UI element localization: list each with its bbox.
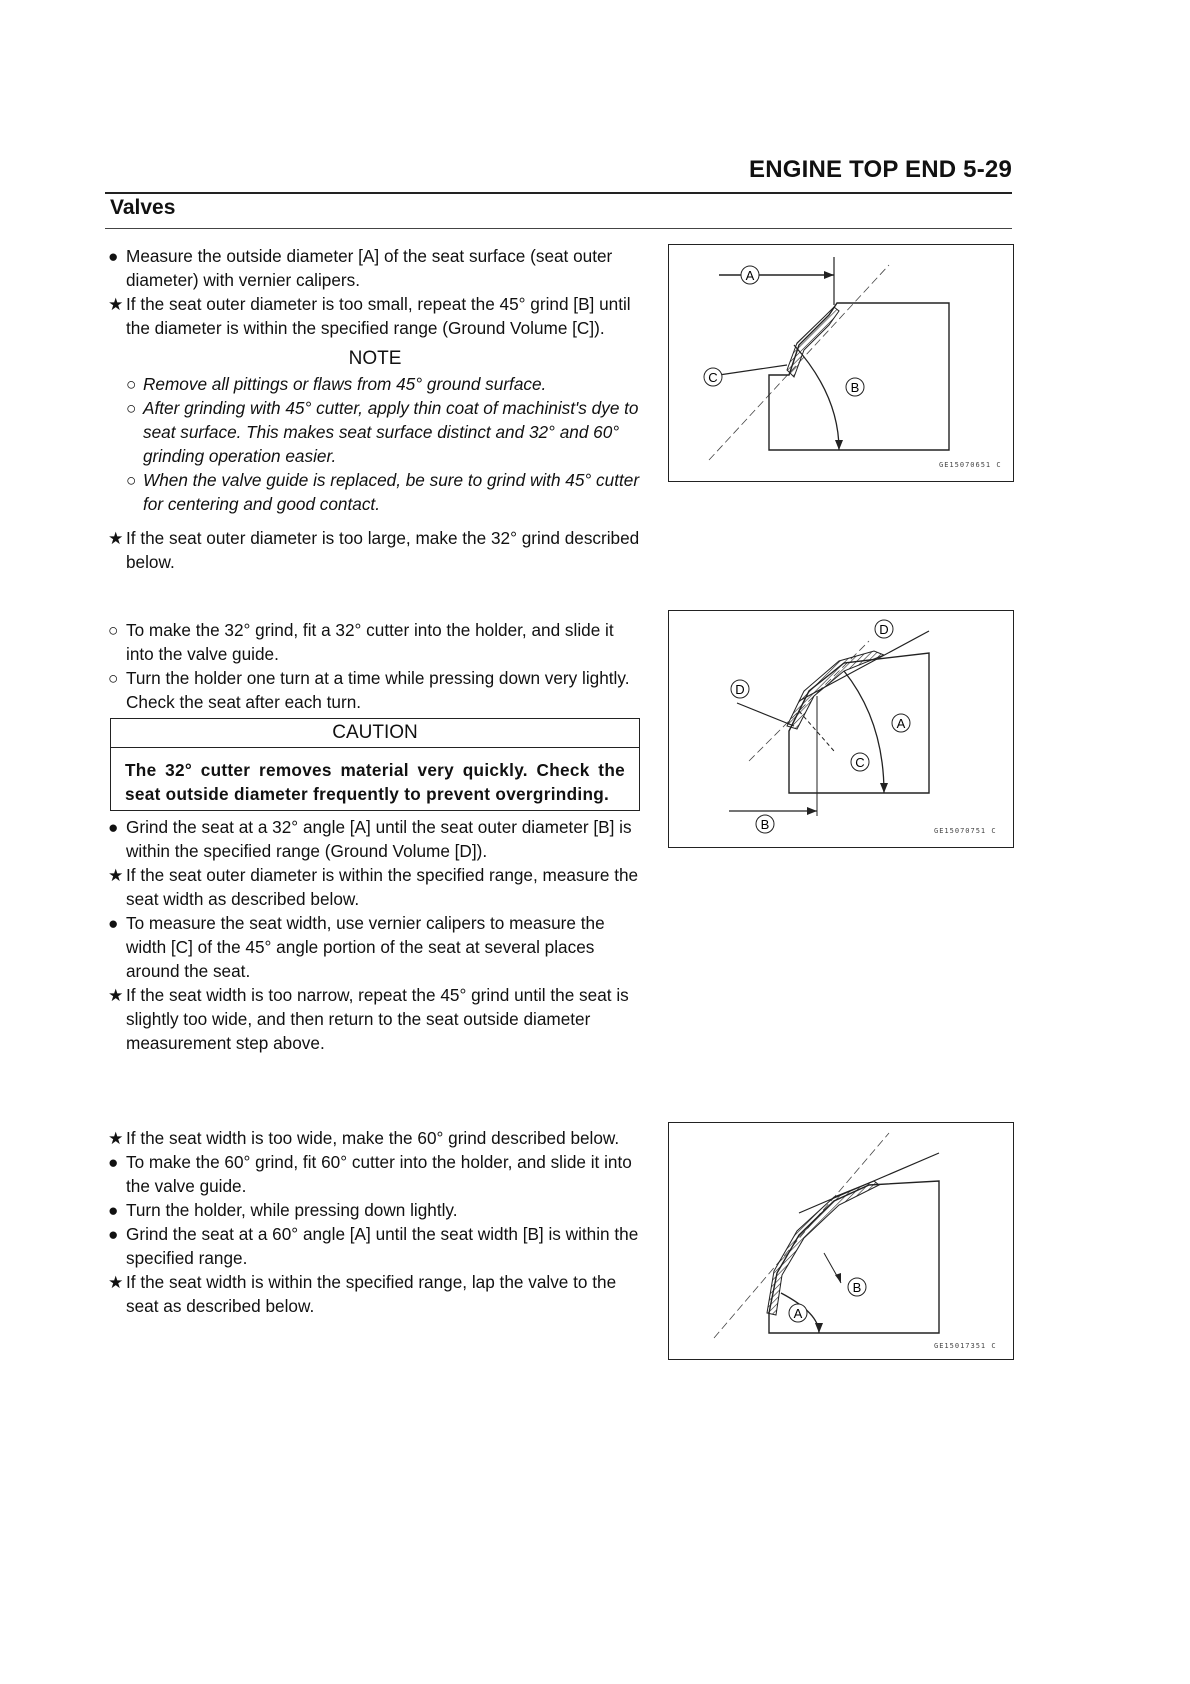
circle-icon: ○ xyxy=(126,374,137,394)
star-icon: ★ xyxy=(108,1128,124,1148)
figure-3-label-b: B xyxy=(852,1280,862,1295)
star-icon: ★ xyxy=(108,528,124,548)
list-item-text: To make the 32° grind, fit a 32° cutter into the holder, and slide it into the valve guide. xyxy=(126,620,614,664)
list-item-text: If the seat outer diameter is within the specified range, measure the seat width as described below. xyxy=(126,865,639,909)
bullet-icon: ● xyxy=(108,1200,119,1220)
figure-2-drawing xyxy=(669,611,1013,847)
section-rule xyxy=(105,228,1012,229)
star-icon: ★ xyxy=(108,1272,124,1292)
list-item xyxy=(110,244,640,292)
figure-2-label-d-top: D xyxy=(879,622,889,637)
star-icon: ★ xyxy=(108,865,124,885)
list-item xyxy=(110,666,640,714)
list-item-text: If the seat outer diameter is too large, make the 32° grind described below. xyxy=(126,528,640,572)
star-icon: ★ xyxy=(108,985,124,1005)
circle-icon: ○ xyxy=(108,668,119,688)
list-item xyxy=(110,1198,640,1222)
list-item xyxy=(110,863,640,911)
text-column-part-3 xyxy=(110,1126,640,1318)
list-item xyxy=(110,526,640,574)
caution-heading: CAUTION xyxy=(111,719,639,748)
note-item xyxy=(110,372,640,396)
header-rule xyxy=(105,192,1012,194)
list-item-text: Turn the holder, while pressing down lightly. xyxy=(126,1200,458,1220)
list-item xyxy=(110,1150,640,1198)
list-item xyxy=(110,618,640,666)
figure-3-label-a: A xyxy=(793,1306,803,1321)
list-item-text: If the seat outer diameter is too small, repeat the 45° grind [B] until the diameter is within the specified range (Ground Volume [C]). xyxy=(126,294,631,338)
bullet-icon: ● xyxy=(108,1152,119,1172)
figure-2-label-c: C xyxy=(855,755,865,770)
text-column-part-1 xyxy=(110,244,640,574)
circle-icon: ○ xyxy=(108,620,119,640)
list-item-text: If the seat width is too narrow, repeat the 45° grind until the seat is slightly too wide, and then return to the seat outside diameter measurement step above. xyxy=(126,985,629,1053)
figure-3-valve-seat-60-grind xyxy=(668,1122,1014,1360)
figure-2-valve-seat-32-grind xyxy=(668,610,1014,848)
figure-1-drawing xyxy=(669,245,1013,481)
figure-3-drawing xyxy=(669,1123,1013,1359)
list-item-text: If the seat width is within the specified range, lap the valve to the seat as described below. xyxy=(126,1272,617,1316)
bullet-icon: ● xyxy=(108,913,119,933)
figure-1-code: GE15070651 C xyxy=(939,461,1002,469)
figure-1-valve-seat-45-grind xyxy=(668,244,1014,482)
note-item-text: Remove all pittings or flaws from 45° ground surface. xyxy=(143,374,547,394)
list-item-text: To make the 60° grind, fit 60° cutter into the holder, and slide it into the valve guide. xyxy=(126,1152,632,1196)
figure-3-code: GE15017351 C xyxy=(934,1342,997,1350)
figure-2-label-a: A xyxy=(896,716,906,731)
list-item xyxy=(110,292,640,340)
circle-icon: ○ xyxy=(126,470,137,490)
figure-2-label-d-left: D xyxy=(735,682,745,697)
bullet-icon: ● xyxy=(108,246,119,266)
list-item xyxy=(110,983,640,1055)
list-item-text: Measure the outside diameter [A] of the seat surface (seat outer diameter) with vernier calipers. xyxy=(126,246,613,290)
note-heading: NOTE xyxy=(348,348,402,369)
note-item-text: When the valve guide is replaced, be sure to grind with 45° cutter for centering and good contact. xyxy=(143,470,640,514)
page-header-title: ENGINE TOP END 5-29 xyxy=(749,156,1012,183)
bullet-icon: ● xyxy=(108,817,119,837)
caution-box xyxy=(110,718,640,811)
list-item xyxy=(110,815,640,863)
figure-2-label-b: B xyxy=(760,817,770,832)
list-item xyxy=(110,1222,640,1270)
list-item-text: Grind the seat at a 32° angle [A] until the seat outer diameter [B] is within the specified range (Ground Volume [D]). xyxy=(126,817,632,861)
figure-2-code: GE15070751 C xyxy=(934,827,997,835)
figure-1-label-c: C xyxy=(708,370,718,385)
caution-body: The 32° cutter removes material very quickly. Check the seat outside diameter frequently to prevent overgrinding. xyxy=(125,760,625,804)
list-item-text: Grind the seat at a 60° angle [A] until the seat width [B] is within the specified range. xyxy=(126,1224,639,1268)
star-icon: ★ xyxy=(108,294,124,314)
circle-icon: ○ xyxy=(126,398,137,418)
list-item xyxy=(110,1126,640,1150)
note-item-text: After grinding with 45° cutter, apply thin coat of machinist's dye to seat surface. This makes seat surface distinct and 32° and 60° grinding operation easier. xyxy=(143,398,639,466)
note-item xyxy=(110,468,640,516)
list-item-text: To measure the seat width, use vernier calipers to measure the width [C] of the 45° angle portion of the seat at several places around the seat. xyxy=(126,913,605,981)
figure-1-label-a: A xyxy=(745,268,755,283)
bullet-icon: ● xyxy=(108,1224,119,1244)
note-item xyxy=(110,396,640,468)
list-item xyxy=(110,1270,640,1318)
text-column-part-2 xyxy=(110,618,640,1055)
list-item xyxy=(110,911,640,983)
list-item-text: Turn the holder one turn at a time while pressing down very lightly. Check the seat after each turn. xyxy=(126,668,630,712)
figure-1-label-b: B xyxy=(850,380,860,395)
list-item-text: If the seat width is too wide, make the 60° grind described below. xyxy=(126,1128,620,1148)
section-title: Valves xyxy=(110,196,176,219)
